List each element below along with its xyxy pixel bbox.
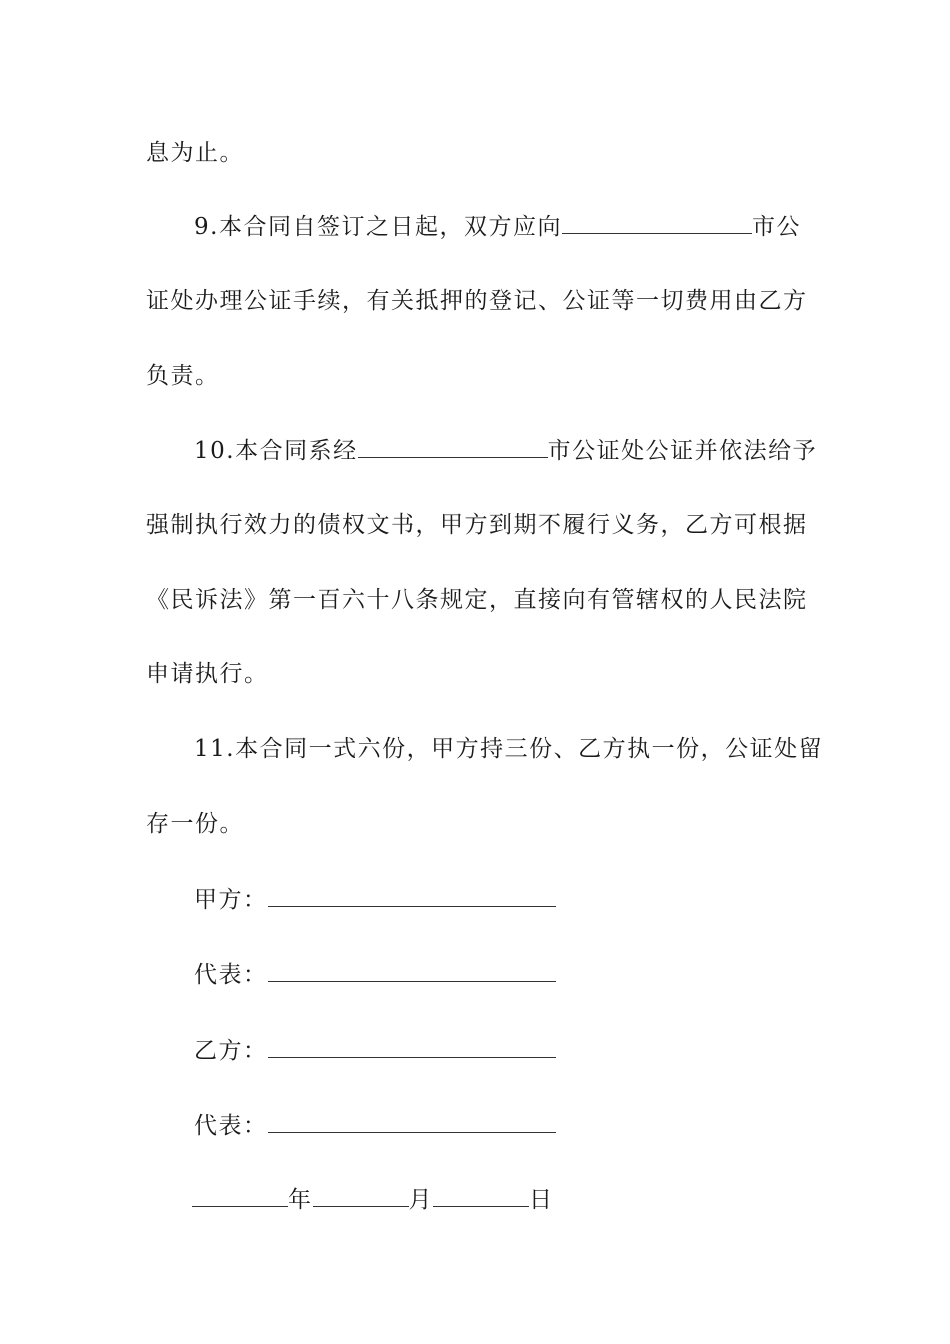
paragraph-line: 《民诉法》第一百六十八条规定，直接向有管辖权的人民法院	[146, 587, 808, 613]
paragraph-line: 负责。	[146, 363, 220, 389]
clause-9-line: 9.本合同自签订之日起，双方应向 市公	[194, 211, 801, 242]
city-blank-field	[562, 211, 752, 234]
paragraph-line: 存一份。	[146, 811, 244, 837]
date-line: 年 月 日	[192, 1184, 554, 1215]
paragraph-line: 申请执行。	[146, 661, 269, 687]
paragraph-line: 息为止。	[146, 140, 244, 166]
signature-rep-a: 代表：	[194, 959, 556, 990]
year-blank-field	[192, 1184, 288, 1207]
paragraph-line: 强制执行效力的债权文书，甲方到期不履行义务，乙方可根据	[146, 512, 808, 538]
day-blank-field	[433, 1184, 529, 1207]
city-blank-field	[358, 435, 548, 458]
rep-a-signature-field	[268, 959, 556, 982]
clause-11-line: 11.本合同一式六份，甲方持三份、乙方执一份，公证处留	[194, 736, 824, 762]
signature-party-a: 甲方：	[194, 884, 556, 915]
clause-10-line: 10.本合同系经 市公证处公证并依法给予	[194, 435, 817, 466]
party-b-signature-field	[268, 1035, 556, 1058]
month-blank-field	[313, 1184, 409, 1207]
rep-b-signature-field	[268, 1110, 556, 1133]
party-a-signature-field	[268, 884, 556, 907]
signature-rep-b: 代表：	[194, 1110, 556, 1141]
paragraph-line: 证处办理公证手续，有关抵押的登记、公证等一切费用由乙方	[146, 288, 808, 314]
signature-party-b: 乙方：	[194, 1035, 556, 1066]
